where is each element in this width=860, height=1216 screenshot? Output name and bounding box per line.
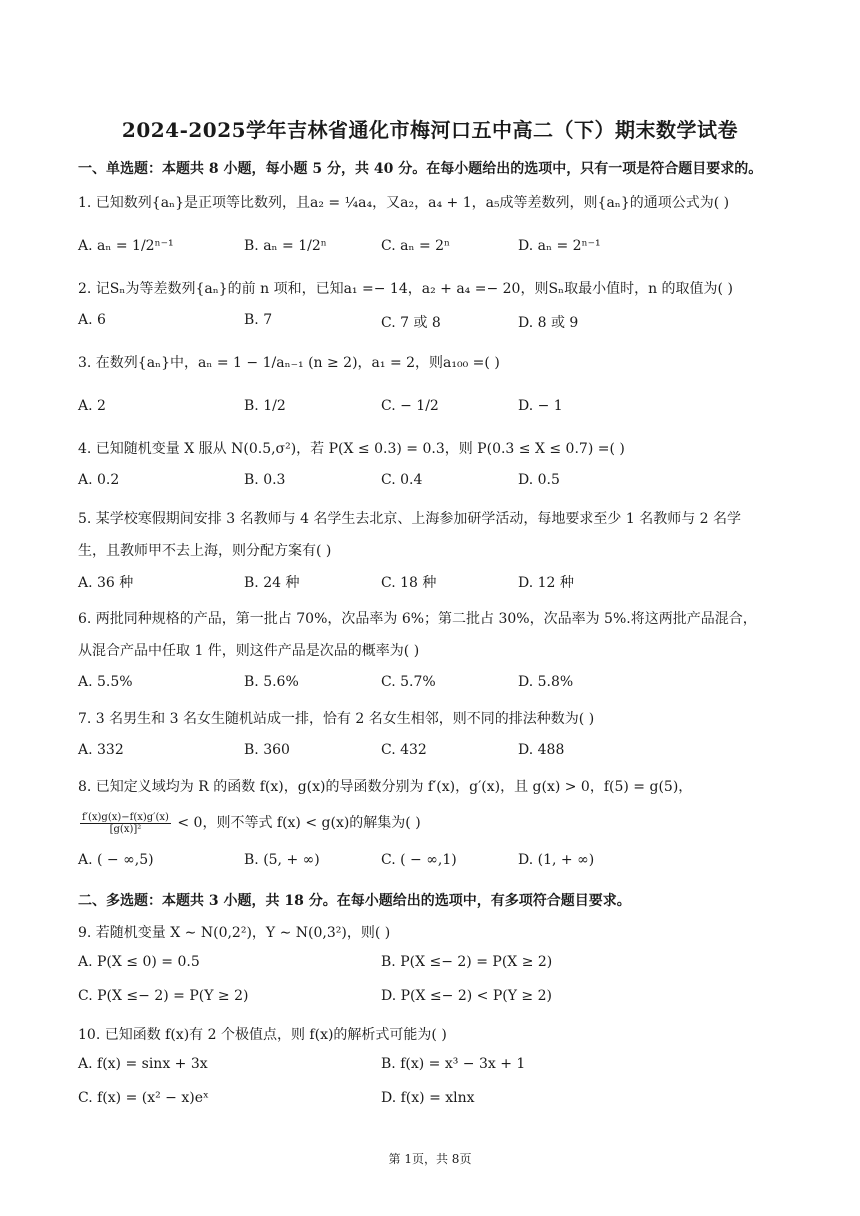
option-a: A. 5.5% (78, 674, 133, 690)
option-a: A. 332 (78, 742, 124, 758)
page-title: 2024-2025学年吉林省通化市梅河口五中高二（下）期末数学试卷 (121, 118, 739, 142)
question-3-options (78, 398, 790, 424)
option-b: B. 1/2 (244, 398, 286, 414)
option-c: C. P(X ≤− 2) = P(Y ≥ 2) (78, 988, 249, 1004)
option-d: D. 0.5 (518, 472, 560, 488)
option-c: C. 432 (381, 742, 427, 758)
question-2-stem: 2. 记Sₙ为等差数列{aₙ}的前 n 项和，已知a₁ =− 14，a₂ + a₄ =− 20，则Sₙ取最小值时，n 的取值为( ) (78, 281, 733, 297)
question-9-options-row-2 (78, 988, 790, 1014)
option-d: D. P(X ≤− 2) < P(Y ≥ 2) (381, 988, 552, 1004)
question-10-stem: 10. 已知函数 f(x)有 2 个极值点，则 f(x)的解析式可能为( ) (78, 1027, 447, 1043)
question-8-options (78, 852, 790, 878)
option-c: C. 7 或 8 (381, 315, 441, 331)
question-7-options (78, 742, 790, 768)
option-a: A. aₙ = 1/2ⁿ⁻¹ (78, 238, 174, 254)
fraction-numerator: f′(x)g(x)−f(x)g′(x) (82, 811, 169, 823)
option-a: A. 0.2 (78, 472, 120, 488)
question-8-stem-line-2 (78, 810, 790, 836)
option-b: B. 0.3 (244, 472, 286, 488)
fraction-denominator: [g(x)]² (109, 823, 142, 835)
question-1-stem: 1. 已知数列{aₙ}是正项等比数列，且a₂ = ¼a₄，又a₂，a₄ + 1，a₅成等差数列，则{aₙ}的通项公式为( ) (78, 195, 730, 211)
option-b: B. 360 (244, 742, 290, 758)
option-c: C. 5.7% (381, 674, 436, 690)
option-a: A. 36 种 (78, 575, 134, 591)
page-footer: 第 1页，共 8页 (388, 1152, 472, 1166)
option-a: A. 2 (78, 398, 106, 414)
option-d: D. 12 种 (518, 575, 574, 591)
option-a: A. f(x) = sinx + 3x (78, 1056, 208, 1072)
option-d: D. 8 或 9 (518, 315, 579, 331)
question-2-options (78, 312, 790, 338)
option-c: C. 0.4 (381, 472, 423, 488)
question-6-options (78, 674, 790, 700)
option-b: B. 7 (244, 312, 273, 328)
option-c: C. ( − ∞,1) (381, 852, 457, 868)
question-10-options-row-2 (78, 1090, 790, 1116)
section-heading-single-choice: 一、单选题：本题共 8 小题，每小题 5 分，共 40 分。在每小题给出的选项中，只有一项是符合题目要求的。 (78, 161, 763, 177)
option-b: B. P(X ≤− 2) = P(X ≥ 2) (381, 954, 553, 970)
option-c: C. − 1/2 (381, 398, 439, 414)
question-5-stem-line-2: 生，且教师甲不去上海，则分配方案有( ) (78, 543, 332, 559)
question-3-stem: 3. 在数列{aₙ}中，aₙ = 1 − 1/aₙ₋₁ (n ≥ 2)，a₁ = 2，则a₁₀₀ =( ) (78, 355, 500, 371)
option-c: C. aₙ = 2ⁿ (381, 238, 451, 254)
question-1-options (78, 238, 790, 264)
option-a: A. 6 (78, 312, 106, 328)
option-c: C. f(x) = (x² − x)eˣ (78, 1090, 209, 1106)
option-d: D. f(x) = xlnx (381, 1090, 475, 1106)
option-b: B. aₙ = 1/2ⁿ (244, 238, 327, 254)
question-8-stem-line-1: 8. 已知定义域均为 R 的函数 f(x)，g(x)的导函数分别为 f′(x)，g′(x)，且 g(x) > 0，f(5) = g(5)， (78, 779, 693, 795)
option-b: B. 5.6% (244, 674, 299, 690)
option-b: B. f(x) = x³ − 3x + 1 (381, 1056, 526, 1072)
option-d: D. − 1 (518, 398, 563, 414)
option-b: B. (5, + ∞) (244, 852, 320, 868)
question-6-stem-line-1: 6. 两批同种规格的产品，第一批占 70%，次品率为 6%；第二批占 30%，次品率为 5%.将这两批产品混合， (78, 611, 757, 627)
question-10-options-row-1 (78, 1056, 790, 1082)
option-b: B. 24 种 (244, 575, 300, 591)
question-5-stem-line-1: 5. 某学校寒假期间安排 3 名教师与 4 名学生去北京、上海参加研学活动，每地要求至少 1 名教师与 2 名学 (78, 511, 742, 527)
question-7-stem: 7. 3 名男生和 3 名女生随机站成一排，恰有 2 名女生相邻，则不同的排法种数为( ) (78, 711, 595, 727)
derivative-quotient-fraction (80, 812, 171, 835)
question-9-stem: 9. 若随机变量 X ∼ N(0,2²)，Y ∼ N(0,3²)，则( ) (78, 925, 391, 941)
question-9-options-row-1 (78, 954, 790, 980)
section-heading-multiple-choice: 二、多选题：本题共 3 小题，共 18 分。在每小题给出的选项中，有多项符合题目要求。 (78, 893, 631, 909)
option-d: D. 5.8% (518, 674, 574, 690)
option-c: C. 18 种 (381, 575, 437, 591)
option-d: D. 488 (518, 742, 565, 758)
option-d: D. (1, + ∞) (518, 852, 595, 868)
question-6-stem-line-2: 从混合产品中任取 1 件，则这件产品是次品的概率为( ) (78, 643, 420, 659)
question-5-options (78, 572, 790, 598)
question-4-stem: 4. 已知随机变量 X 服从 N(0.5,σ²)，若 P(X ≤ 0.3) = 0.3，则 P(0.3 ≤ X ≤ 0.7) =( ) (78, 441, 625, 457)
option-d: D. aₙ = 2ⁿ⁻¹ (518, 238, 601, 254)
question-4-options (78, 472, 790, 498)
option-a: A. ( − ∞,5) (78, 852, 154, 868)
option-a: A. P(X ≤ 0) = 0.5 (78, 954, 200, 970)
question-8-stem-rest: < 0，则不等式 f(x) < g(x)的解集为( ) (172, 815, 421, 831)
